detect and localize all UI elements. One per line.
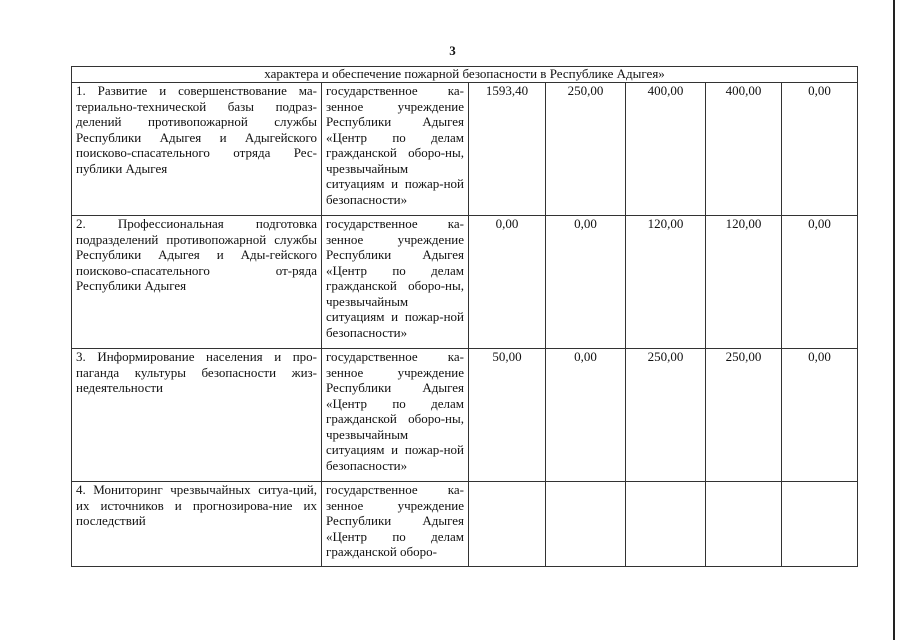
activity-cell: 4. Мониторинг чрезвычайных ситуа-ций, их источников и прогнозирова-ние их последствий: [72, 482, 322, 567]
executor-cell: государственное ка-зенное учреждение Республики Адыгея «Центр по делам гражданской оборо-: [322, 482, 469, 567]
page-number: 3: [449, 43, 456, 58]
value-cell: 0,00: [546, 216, 626, 349]
value-cell: 0,00: [782, 349, 858, 482]
table-row: [72, 83, 858, 216]
page-edge-line: [893, 0, 895, 640]
value-cell: [469, 482, 546, 567]
value-cell: 120,00: [706, 216, 782, 349]
value-cell: [782, 482, 858, 567]
table-row: [72, 482, 858, 567]
table-row: [72, 216, 858, 349]
value-cell: 120,00: [626, 216, 706, 349]
value-cell: 1593,40: [469, 83, 546, 216]
value-cell: [626, 482, 706, 567]
value-cell: 400,00: [626, 83, 706, 216]
executor-cell: государственное ка-зенное учреждение Республики Адыгея «Центр по делам гражданской оборо-ны, чрезвычайным ситуациям и пожар-ной безопасности»: [322, 349, 469, 482]
value-cell: 250,00: [626, 349, 706, 482]
value-cell: 0,00: [782, 83, 858, 216]
value-cell: 0,00: [782, 216, 858, 349]
program-activities-table: [71, 66, 858, 567]
executor-cell: государственное ка-зенное учреждение Республики Адыгея «Центр по делам гражданской оборо-ны, чрезвычайным ситуациям и пожар-ной безопасности»: [322, 216, 469, 349]
value-cell: 0,00: [546, 349, 626, 482]
value-cell: 0,00: [469, 216, 546, 349]
table-header-continuation: характера и обеспечение пожарной безопасности в Республике Адыгея»: [72, 67, 858, 83]
table-header-row: [72, 67, 858, 83]
activity-cell: 2. Профессиональная подготовка подразделений противопожарной службы Республики Адыгея и Ады-гейского поисково-спасательного от-ряда Республики Адыгея: [72, 216, 322, 349]
table-row: [72, 349, 858, 482]
value-cell: 250,00: [706, 349, 782, 482]
value-cell: [706, 482, 782, 567]
value-cell: 400,00: [706, 83, 782, 216]
value-cell: [546, 482, 626, 567]
executor-cell: государственное ка-зенное учреждение Республики Адыгея «Центр по делам гражданской оборо-ны, чрезвычайным ситуациям и пожар-ной безопасности»: [322, 83, 469, 216]
activity-cell: 1. Развитие и совершенствование ма-териально-технической базы подраз-делений противопожарной службы Республики Адыгея и Адыгейского поисково-спасательного отряда Рес-публики Адыгея: [72, 83, 322, 216]
activity-cell: 3. Информирование населения и про-паганда культуры безопасности жиз-недеятельности: [72, 349, 322, 482]
value-cell: 50,00: [469, 349, 546, 482]
value-cell: 250,00: [546, 83, 626, 216]
